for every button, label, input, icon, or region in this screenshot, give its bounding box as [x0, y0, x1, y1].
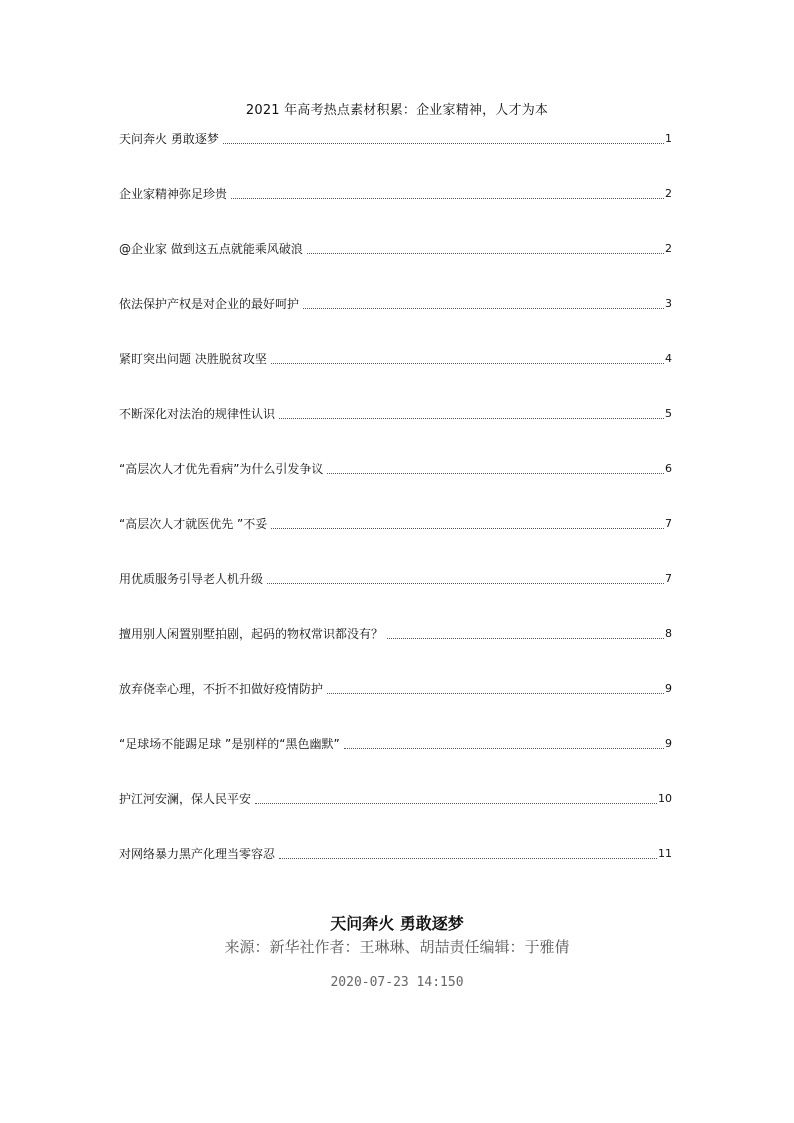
toc-page-number: 7 [665, 517, 672, 530]
toc-leader-dots [267, 571, 664, 584]
toc-page-number: 4 [665, 352, 672, 365]
toc-page-number: 1 [665, 132, 672, 145]
toc-leader-dots [327, 461, 664, 474]
toc-entry-text: 对网络暴力黑产化理当零容忍 [119, 847, 276, 861]
toc-entry[interactable] [119, 515, 672, 531]
toc-entry-text: “高层次人才优先看病”为什么引发争议 [119, 462, 324, 476]
toc-page-number: 2 [665, 187, 672, 200]
toc-entry-text: 擅用别人闲置别墅拍剧，起码的物权常识都没有？ [119, 627, 384, 641]
toc-leader-dots [303, 296, 664, 309]
toc-entry-text: “高层次人才就医优先 ”不妥 [119, 517, 268, 531]
toc-leader-dots [279, 406, 664, 419]
toc-entry-text: 天问奔火 勇敢逐梦 [119, 132, 219, 146]
toc-page-number: 11 [658, 847, 672, 860]
toc-entry[interactable] [119, 240, 672, 256]
toc-entry-text: 紧盯突出问题 决胜脱贫攻坚 [119, 352, 267, 366]
toc-entry[interactable] [119, 185, 672, 201]
toc-entry-text: 放弃侥幸心理，不折不扣做好疫情防护 [119, 682, 324, 696]
toc-leader-dots [231, 186, 664, 199]
toc-leader-dots [387, 626, 664, 639]
toc-entry-text: “足球场不能踢足球 ”是别样的“黑色幽默” [119, 737, 340, 751]
article-date: 2020-07-23 14:150 [330, 975, 464, 990]
toc-entry-text: @企业家 做到这五点就能乘风破浪 [119, 242, 303, 256]
toc-leader-dots [279, 846, 657, 859]
toc-entry[interactable] [119, 625, 672, 641]
toc-entry-text: 护江河安澜，保人民平安 [119, 792, 252, 806]
toc-entry-text: 用优质服务引导老人机升级 [119, 572, 264, 586]
toc-page-number: 8 [665, 627, 672, 640]
toc-entry[interactable] [119, 680, 672, 696]
toc-entry-text: 依法保护产权是对企业的最好呵护 [119, 297, 300, 311]
toc-page-number: 7 [665, 572, 672, 585]
document-title: 2021 年高考热点素材积累：企业家精神，人才为本 [245, 103, 549, 118]
toc-page-number: 5 [665, 407, 672, 420]
toc-entry[interactable] [119, 460, 672, 476]
toc-page-number: 9 [665, 737, 672, 750]
toc-leader-dots [307, 241, 664, 254]
article-source: 来源：新华社作者：王琳琳、胡喆责任编辑：于雅倩 [224, 938, 570, 956]
toc-leader-dots [223, 131, 664, 144]
toc-entry[interactable] [119, 295, 672, 311]
toc-page-number: 9 [665, 682, 672, 695]
toc-entry[interactable] [119, 350, 672, 366]
toc-leader-dots [255, 791, 657, 804]
toc-page-number: 10 [658, 792, 672, 805]
article-title: 天问奔火 勇敢逐梦 [330, 914, 464, 933]
toc-leader-dots [271, 351, 664, 364]
toc-leader-dots [271, 516, 664, 529]
toc-leader-dots [344, 736, 664, 749]
toc-entry[interactable] [119, 735, 672, 751]
toc-entry-text: 企业家精神弥足珍贵 [119, 187, 228, 201]
toc-entry[interactable] [119, 130, 672, 146]
toc-entry[interactable] [119, 790, 672, 806]
toc-page-number: 6 [665, 462, 672, 475]
toc-leader-dots [327, 681, 664, 694]
toc-entry[interactable] [119, 570, 672, 586]
toc-page-number: 2 [665, 242, 672, 255]
toc-entry-text: 不断深化对法治的规律性认识 [119, 407, 276, 421]
toc-entry[interactable] [119, 845, 672, 861]
toc-page-number: 3 [665, 297, 672, 310]
toc-entry[interactable] [119, 405, 672, 421]
